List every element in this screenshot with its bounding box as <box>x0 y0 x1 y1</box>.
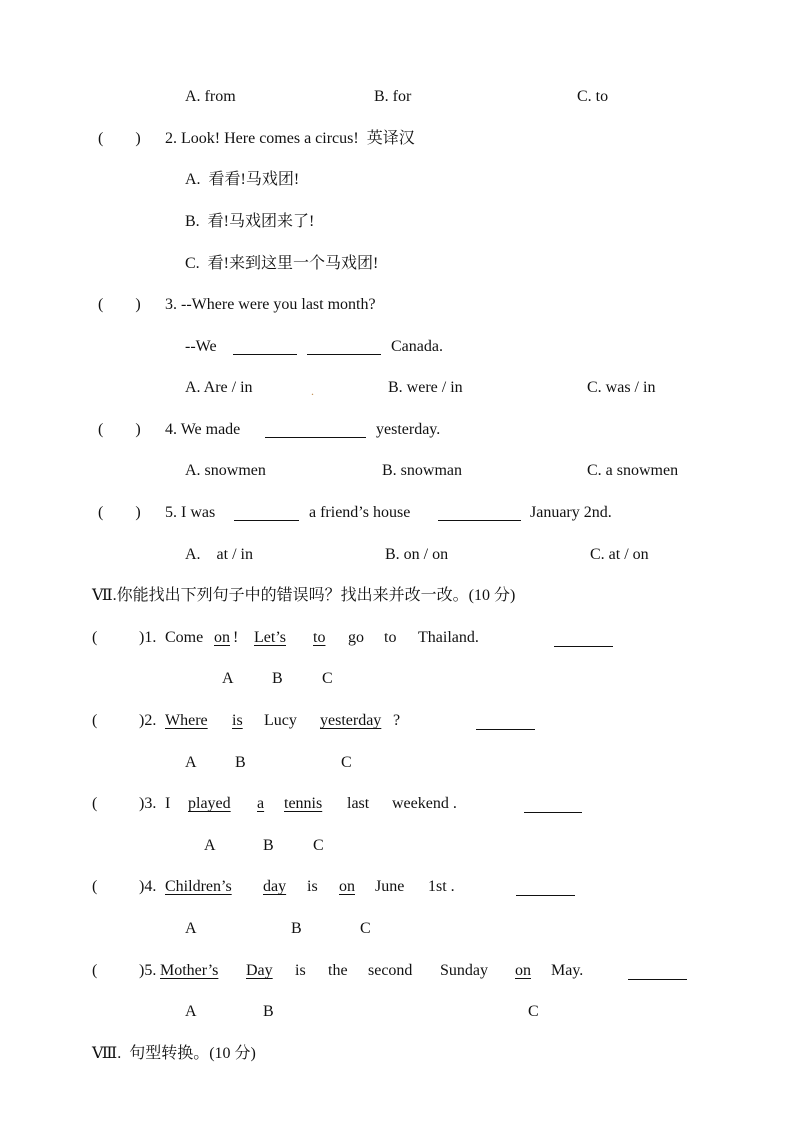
s7-item2-number: )2. <box>139 712 157 729</box>
s7-item5-word-a: Mother’s <box>160 962 219 979</box>
q2-option-a: A. 看看!马戏团! <box>185 171 300 188</box>
q3-option-a: A. Are / in <box>185 379 253 396</box>
s7-item1-word: to <box>384 629 397 646</box>
s7-item2-word-b: is <box>232 712 243 729</box>
s7-item3-number: )3. <box>139 795 157 812</box>
q3-line2-start: --We <box>185 338 217 355</box>
s7-item1-number: )1. <box>139 629 157 646</box>
q5-option-a: A. at / in <box>185 546 253 563</box>
s7-item1-paren: ( <box>92 629 98 646</box>
s7-item4-word-c: on <box>339 878 355 895</box>
s7-item5-word: the <box>328 962 348 979</box>
s7-item4-word-a: Children’s <box>165 878 232 895</box>
s7-item2-letter-c: C <box>341 754 352 771</box>
s7-item3-paren: ( <box>92 795 98 812</box>
s7-item3-word-a: played <box>188 795 231 812</box>
s7-item5-word-b: Day <box>246 962 273 979</box>
s7-item4-word: is <box>307 878 318 895</box>
q4-stem-start: 4. We made <box>165 421 241 438</box>
q1-option-a: A. from <box>185 88 236 105</box>
s7-item1-word-a: on <box>214 629 230 646</box>
q3-stem: 3. --Where were you last month? <box>165 296 376 313</box>
q3-option-c: C. was / in <box>587 379 656 396</box>
s7-item2-answer-blank[interactable] <box>476 729 535 730</box>
s7-item1-answer-blank[interactable] <box>554 646 613 647</box>
q5-stem-end: January 2nd. <box>530 504 612 521</box>
s7-item3-letter-b: B <box>263 837 274 854</box>
s7-item2-paren: ( <box>92 712 98 729</box>
s7-item2-word-a: Where <box>165 712 208 729</box>
q1-option-b: B. for <box>374 88 412 105</box>
s7-item3-word: last <box>347 795 370 812</box>
s7-item3-word-b: a <box>257 795 265 812</box>
q3-option-b: B. were / in <box>388 379 463 396</box>
s7-item1-word: Thailand. <box>418 629 479 646</box>
q4-option-b: B. snowman <box>382 462 462 479</box>
s7-item3-answer-blank[interactable] <box>524 812 582 813</box>
q5-option-b: B. on / on <box>385 546 449 563</box>
s7-item4-number: )4. <box>139 878 157 895</box>
s7-item1-word: Come <box>165 629 204 646</box>
s7-item4-letter-c: C <box>360 920 371 937</box>
s7-item4-word-b: day <box>263 878 287 895</box>
s7-item4-answer-blank[interactable] <box>516 895 575 896</box>
s7-item5-word: second <box>368 962 413 979</box>
q3-blank-1[interactable] <box>233 354 297 355</box>
s7-item1-letter-a: A <box>222 670 234 687</box>
q2-option-b: B. 看!马戏团来了! <box>185 213 315 230</box>
s7-item3-word: I <box>165 795 171 812</box>
q4-blank[interactable] <box>265 437 366 438</box>
s7-item4-word: 1st . <box>428 878 455 895</box>
s7-item5-word: Sunday <box>440 962 488 979</box>
s7-item5-letter-c: C <box>528 1003 539 1020</box>
section8-heading: Ⅷ. 句型转换。(10 分) <box>92 1045 256 1062</box>
s7-item2-word-c: yesterday <box>320 712 382 729</box>
s7-item2-letter-a: A <box>185 754 197 771</box>
q4-answer-paren[interactable]: ( ) <box>98 421 141 438</box>
stray-dot: . <box>311 384 314 398</box>
q4-option-c: C. a snowmen <box>587 462 679 479</box>
s7-item5-word: is <box>295 962 306 979</box>
s7-item1-word: ! <box>233 629 239 646</box>
q1-option-c: C. to <box>577 88 609 105</box>
s7-item1-letter-b: B <box>272 670 283 687</box>
q5-option-c: C. at / on <box>590 546 649 563</box>
s7-item3-letter-c: C <box>313 837 324 854</box>
s7-item5-letter-a: A <box>185 1003 197 1020</box>
s7-item1-word: go <box>348 629 364 646</box>
q4-stem-end: yesterday. <box>376 421 441 438</box>
s7-item4-word: June <box>375 878 405 895</box>
s7-item5-word-c: on <box>515 962 531 979</box>
s7-item4-letter-b: B <box>291 920 302 937</box>
q4-option-a: A. snowmen <box>185 462 266 479</box>
s7-item1-word-c: to <box>313 629 326 646</box>
s7-item5-letter-b: B <box>263 1003 274 1020</box>
s7-item2-word: ? <box>393 712 401 729</box>
s7-item2-word: Lucy <box>264 712 297 729</box>
s7-item5-number: )5. <box>139 962 157 979</box>
s7-item2-letter-b: B <box>235 754 246 771</box>
q2-stem: 2. Look! Here comes a circus! 英译汉 <box>165 130 415 147</box>
s7-item5-paren: ( <box>92 962 98 979</box>
section7-heading: Ⅶ.你能找出下列句子中的错误吗？找出来并改一改。(10 分) <box>92 587 516 604</box>
q2-answer-paren[interactable]: ( ) <box>98 130 141 147</box>
s7-item4-letter-a: A <box>185 920 197 937</box>
q5-answer-paren[interactable]: ( ) <box>98 504 141 521</box>
q5-blank-1[interactable] <box>234 520 299 521</box>
q2-option-c: C. 看!来到这里一个马戏团! <box>185 255 379 272</box>
s7-item3-letter-a: A <box>204 837 216 854</box>
q5-stem-start: 5. I was <box>165 504 216 521</box>
q3-blank-2[interactable] <box>307 354 381 355</box>
q5-blank-2[interactable] <box>438 520 521 521</box>
s7-item1-word-b: Let’s <box>254 629 286 646</box>
s7-item3-word-c: tennis <box>284 795 323 812</box>
s7-item5-word: May. <box>551 962 584 979</box>
s7-item3-word: weekend . <box>392 795 457 812</box>
q3-line2-end: Canada. <box>391 338 443 355</box>
q3-answer-paren[interactable]: ( ) <box>98 296 141 313</box>
q5-stem-mid: a friend’s house <box>309 504 411 521</box>
s7-item4-paren: ( <box>92 878 98 895</box>
s7-item1-letter-c: C <box>322 670 333 687</box>
s7-item5-answer-blank[interactable] <box>628 979 687 980</box>
